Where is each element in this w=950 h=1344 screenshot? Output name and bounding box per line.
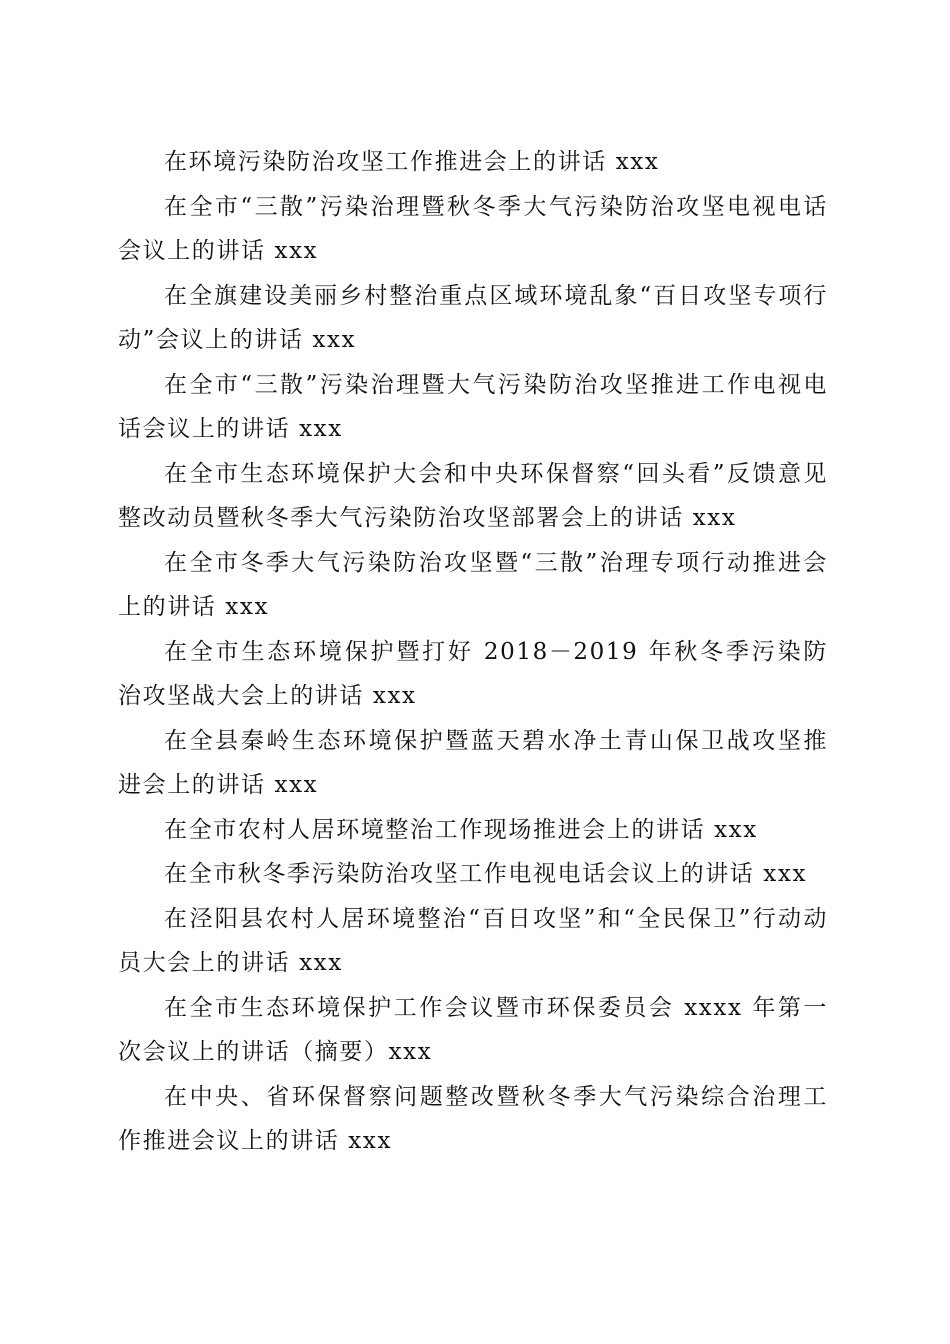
list-item: 在全县秦岭生态环境保护暨蓝天碧水净土青山保卫战攻坚推进会上的讲话 xxx — [118, 727, 828, 798]
list-item: 在全市“三散”污染治理暨大气污染防治攻坚推进工作电视电话会议上的讲话 xxx — [118, 371, 828, 442]
list-item: 在全市“三散”污染治理暨秋冬季大气污染防治攻坚电视电话会议上的讲话 xxx — [118, 193, 828, 264]
list-item: 在全市生态环境保护暨打好 2018－2019 年秋冬季污染防治攻坚战大会上的讲话 xxx — [118, 638, 828, 709]
list-item: 在泾阳县农村人居环境整治“百日攻坚”和“全民保卫”行动动员大会上的讲话 xxx — [118, 905, 828, 976]
list-item: 在全市秋冬季污染防治攻坚工作电视电话会议上的讲话 xxx — [164, 861, 808, 887]
list-item: 在全市农村人居环境整治工作现场推进会上的讲话 xxx — [164, 816, 758, 843]
list-item: 在环境污染防治攻坚工作推进会上的讲话 xxx — [164, 149, 660, 175]
speech-list — [118, 140, 828, 1164]
list-item: 在中央、省环保督察问题整改暨秋冬季大气污染综合治理工作推进会议上的讲话 xxx — [118, 1083, 828, 1154]
list-item: 在全市生态环境保护大会和中央环保督察“回头看”反馈意见整改动员暨秋冬季大气污染防治攻坚部署会上的讲话 xxx — [118, 460, 828, 531]
list-item: 在全市生态环境保护工作会议暨市环保委员会 xxxx 年第一次会议上的讲话（摘要）xxx — [118, 994, 828, 1065]
list-item: 在全旗建设美丽乡村整治重点区域环境乱象“百日攻坚专项行动”会议上的讲话 xxx — [118, 282, 828, 353]
list-item: 在全市冬季大气污染防治攻坚暨“三散”治理专项行动推进会上的讲话 xxx — [118, 549, 828, 620]
